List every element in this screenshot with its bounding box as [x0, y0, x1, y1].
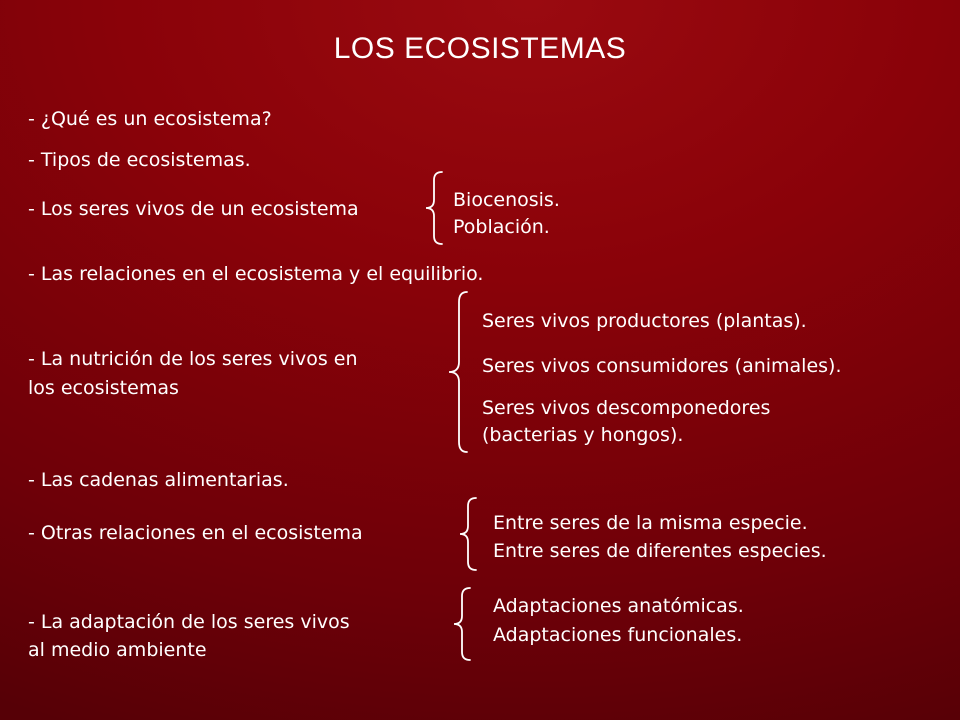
sub-poblacion: Población.	[453, 216, 550, 238]
brace-otras-relaciones	[458, 496, 480, 572]
slide-title: LOS ECOSISTEMAS	[333, 32, 627, 65]
item-adaptacion-line2: al medio ambiente	[28, 639, 207, 661]
sub-descomponedores-line2: (bacterias y hongos).	[482, 424, 684, 446]
sub-consumidores: Seres vivos consumidores (animales).	[482, 355, 842, 377]
item-seres-vivos: - Los seres vivos de un ecosistema	[28, 198, 359, 220]
item-nutricion-line2: los ecosistemas	[28, 377, 179, 399]
brace-nutricion	[447, 290, 471, 454]
sub-misma-especie: Entre seres de la misma especie.	[493, 512, 808, 534]
item-nutricion-line1: - La nutrición de los seres vivos en	[28, 348, 358, 370]
item-que-es: - ¿Qué es un ecosistema?	[28, 108, 272, 130]
sub-funcionales: Adaptaciones funcionales.	[493, 624, 743, 646]
sub-biocenosis: Biocenosis.	[453, 189, 560, 211]
brace-seres-vivos	[424, 170, 446, 246]
sub-productores: Seres vivos productores (plantas).	[482, 310, 807, 332]
sub-diferentes-especies: Entre seres de diferentes especies.	[493, 540, 827, 562]
item-tipos: - Tipos de ecosistemas.	[28, 149, 251, 171]
brace-adaptacion	[452, 586, 474, 662]
item-otras-relaciones: - Otras relaciones en el ecosistema	[28, 522, 363, 544]
sub-descomponedores-line1: Seres vivos descomponedores	[482, 397, 771, 419]
item-relaciones: - Las relaciones en el ecosistema y el equilibrio.	[28, 263, 484, 285]
sub-anatomicas: Adaptaciones anatómicas.	[493, 595, 744, 617]
item-adaptacion-line1: - La adaptación de los seres vivos	[28, 611, 350, 633]
item-cadenas: - Las cadenas alimentarias.	[28, 469, 289, 491]
